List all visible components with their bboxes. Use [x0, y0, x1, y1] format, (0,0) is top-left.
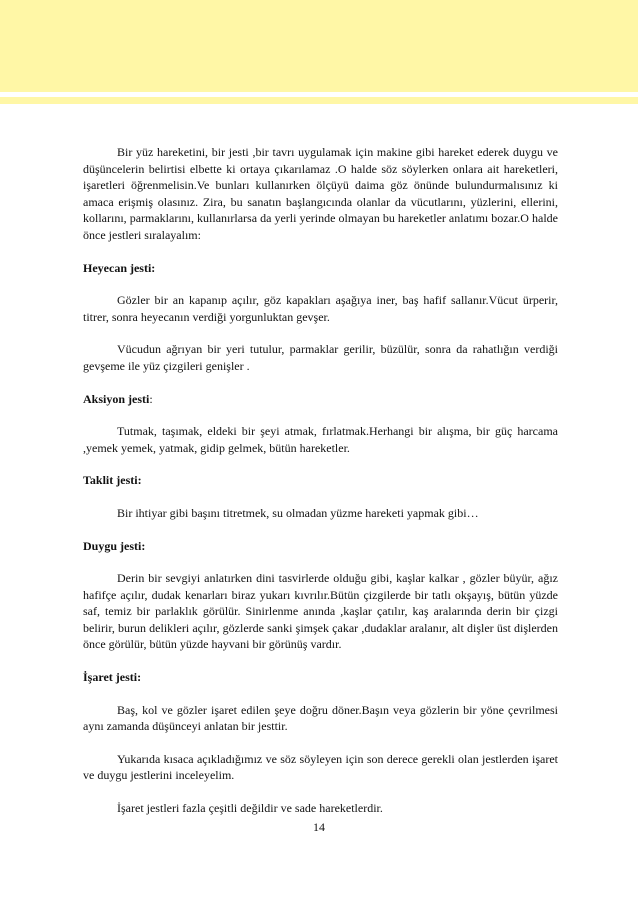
heading-aksiyon-text: Aksiyon jesti — [83, 391, 150, 406]
taklit-paragraph-1: Bir ihtiyar gibi başını titretmek, su olmadan yüzme hareketi yapmak gibi… — [117, 505, 479, 520]
heyecan-paragraph-1: Gözler bir an kapanıp açılır, göz kapakları aşağıya iner, baş hafif sallanır.Vücut ürperir, titrer, sonra heyecanın verdiği yorgunluktan gevşer. — [83, 293, 558, 324]
isaret-paragraph-2: Yukarıda kısaca açıkladığımız ve söz söyleyen için son derece gerekli olan jestlerden işaret ve duygu jestlerini inceleyelim. — [83, 751, 558, 783]
intro-paragraph: Bir yüz hareketini, bir jesti ,bir tavrı uygulamak için makine gibi hareket ederek duygu ve düşüncelerin belirtisi elbette ki ortaya çıkarılamaz .O halde söz söylerken onlara ait hareketleri, işaretleri öğrenmelisin.Ve bunları kullanırken ölçüyü daima göz önünde bulundurmalısınız ki amaca erişmiş olasınız. Zira, bu sanatın başlangıcında olanlar da vücutlarını, yüzlerini, ellerini, kollarını, parmaklarını, kullanırlarsa da yerli yerinde olmayan bu hareketler anlatımı bozar.O halde önce jestleri sıralayalım: — [83, 145, 558, 242]
heading-heyecan: Heyecan jesti: — [83, 260, 156, 275]
header-band — [0, 0, 638, 92]
isaret-paragraph-3: İşaret jestleri fazla çeşitli değildir ve sade hareketlerdir. — [117, 801, 383, 816]
isaret-paragraph-1: Baş, kol ve gözler işaret edilen şeye doğru döner.Başın veya gözlerin bir yöne çevrilmesi aynı zamanda düşünceyi anlatan bir jesttir. — [83, 702, 558, 734]
heyecan-paragraph-2: Vücudun ağrıyan bir yeri tutulur, parmaklar gerilir, büzülür, sonra da rahatlığın verdiği gevşeme ile yüz çizgileri genişler . — [83, 342, 558, 373]
heading-aksiyon-colon: : — [149, 391, 153, 406]
heading-taklit: Taklit jesti: — [83, 473, 142, 488]
page-content — [83, 144, 558, 833]
aksiyon-paragraph-1: Tutmak, taşımak, eldeki bir şeyi atmak, fırlatmak.Herhangi bir alışma, bir güç harcama ,yemek yemek, yatmak, gidip gelmek, bütün hareketler. — [83, 424, 558, 455]
heading-aksiyon — [83, 391, 558, 408]
heading-isaret: İşaret jesti: — [83, 670, 142, 685]
heading-duygu: Duygu jesti: — [83, 538, 146, 553]
header-stripe — [0, 97, 638, 104]
duygu-paragraph-1: Derin bir sevgiyi anlatırken dini tasvirlerde olduğu gibi, kaşlar kalkar , gözler büyür, ağız hafifçe açılır, dudak kenarları biraz yukarı kıvrılır.Bütün çizgilerde bir tatlı okşayış, bütün yüzde saf, temiz bir parlaklık görülür. Sinirlenme anında ,kaşlar çatılır, kaş aralarında derin bir çizgi belirir, burun delikleri açılır, gözlerde sanki şimşek çakar ,dudaklar aralanır, alt dişler üst dişlerden önce görülür, bütün yüzde hayvani bir görünüş vardır. — [83, 571, 558, 652]
page-number: 14 — [313, 820, 325, 834]
